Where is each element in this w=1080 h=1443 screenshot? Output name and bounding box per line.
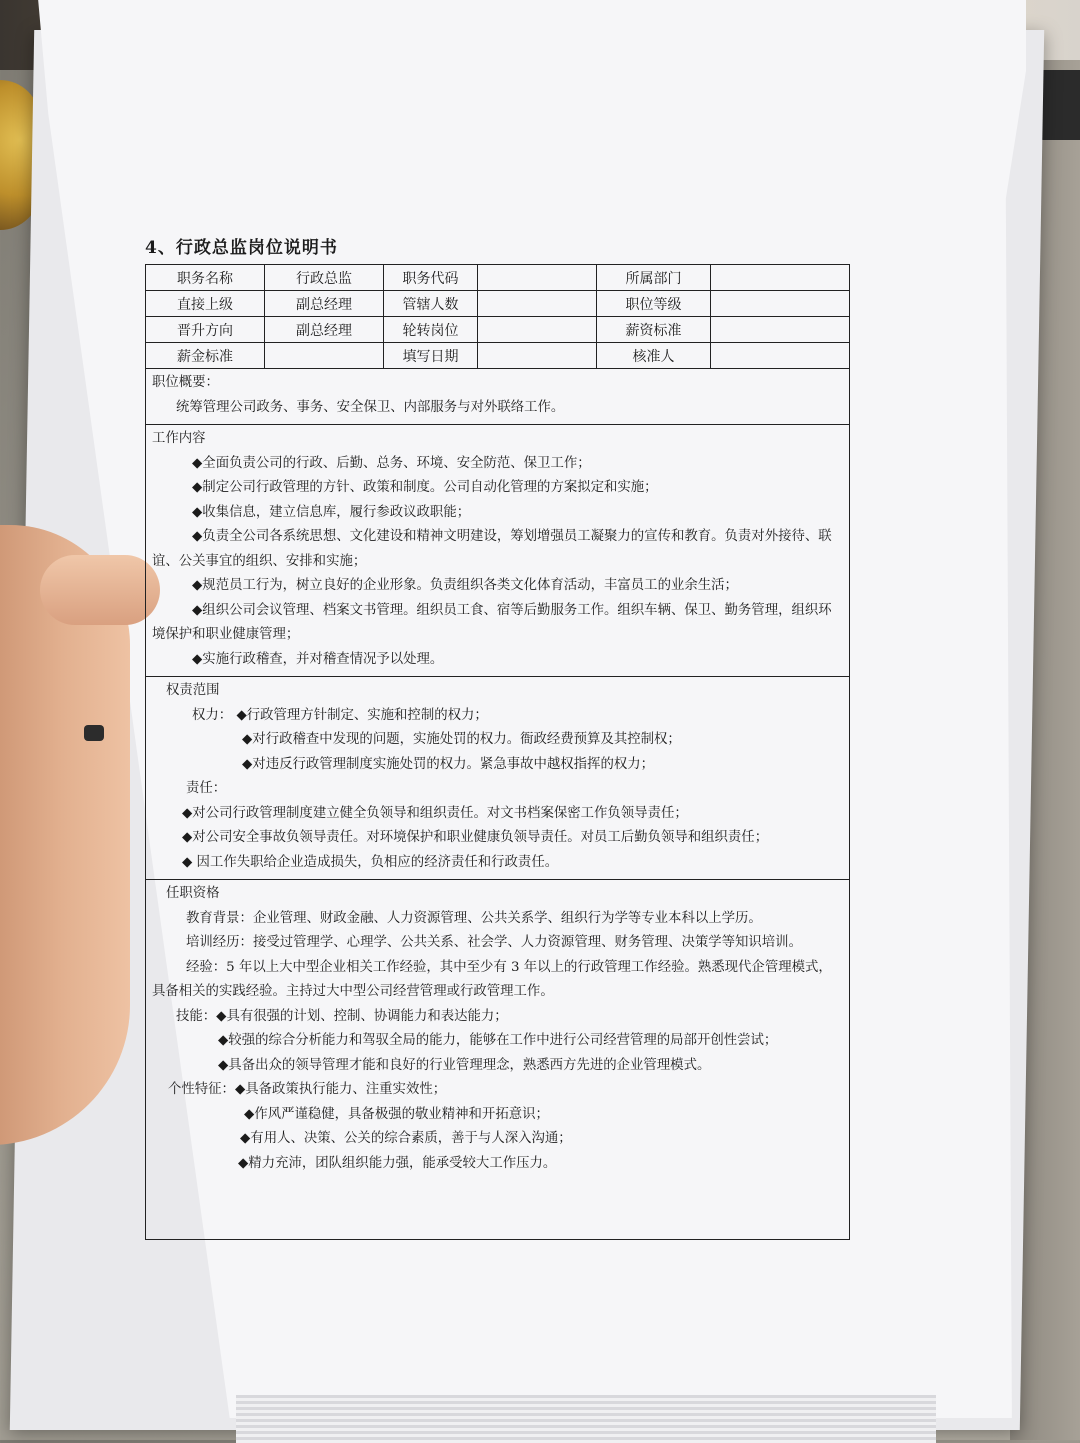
list-item: ◆具有很强的计划、控制、协调能力和表达能力；	[216, 1008, 508, 1024]
qualifications-heading: 任职资格	[166, 886, 220, 901]
paper-stack-edge	[236, 1395, 936, 1443]
thumb	[40, 555, 160, 625]
table-cell: 职务代码	[384, 265, 478, 291]
list-item: ◆精力充沛，团队组织能力强，能承受较大工作压力。	[238, 1155, 557, 1171]
table-cell	[478, 265, 597, 291]
table-cell	[711, 265, 850, 291]
list-item: ◆负责全公司各系统思想、文化建设和精神文明建设，筹划增强员工凝聚力的宣传和教育。负责对外接待、联谊、公关事宜的组织、安排和实施；	[152, 529, 832, 569]
list-item: ◆对违反行政管理制度实施处罚的权力。紧急事故中越权指挥的权力；	[242, 756, 655, 772]
list-item: ◆具备出众的领导管理才能和良好的行业管理理念，熟悉西方先进的企业管理模式。	[218, 1057, 711, 1073]
table-cell: 薪资标准	[597, 317, 711, 343]
table-cell: 副总经理	[265, 291, 384, 317]
table-cell: 直接上级	[146, 291, 265, 317]
list-item: ◆规范员工行为，树立良好的企业形象。负责组织各类文化体育活动，丰富员工的业余生活；	[192, 578, 738, 593]
table-cell: 行政总监	[265, 265, 384, 291]
table-cell	[478, 343, 597, 369]
experience-text: 经验：5 年以上大中型企业相关工作经验，其中至少有 3 年以上的行政管理工作经验。熟悉现代企管理模式，具备相关的实践经验。主持过大中型公司经营管理或行政管理工作。	[152, 959, 832, 999]
table-cell	[265, 343, 384, 369]
table-cell: 填写日期	[384, 343, 478, 369]
overview-section	[145, 369, 850, 425]
work-heading: 工作内容	[152, 431, 206, 446]
education-text: 教育背景：企业管理、财政金融、人力资源管理、公共关系学、组织行为学等专业本科以上学历。	[186, 910, 762, 926]
table-cell: 职务名称	[146, 265, 265, 291]
table-cell	[711, 317, 850, 343]
qualifications-section	[145, 880, 850, 1240]
overview-text: 统筹管理公司政务、事务、安全保卫、内部服务与对外联络工作。	[176, 399, 565, 415]
list-item: ◆实施行政稽查，并对稽查情况予以处理。	[192, 651, 444, 667]
table-row	[146, 265, 850, 291]
table-cell: 核准人	[597, 343, 711, 369]
list-item: ◆较强的综合分析能力和驾驭全局的能力，能够在工作中进行公司经营管理的局部开创性尝试；	[218, 1033, 778, 1048]
table-cell	[711, 291, 850, 317]
power-label: 权力：	[192, 707, 233, 723]
table-row	[146, 317, 850, 343]
list-item: ◆全面负责公司的行政、后勤、总务、环境、安全防范、保卫工作；	[192, 455, 591, 471]
table-cell: 管辖人数	[384, 291, 478, 317]
list-item: ◆具备政策执行能力、注重实效性；	[234, 1082, 447, 1097]
table-cell: 薪金标准	[146, 343, 265, 369]
list-item: ◆制定公司行政管理的方针、政策和制度。公司自动化管理的方案拟定和实施；	[192, 480, 658, 495]
table-row	[146, 291, 850, 317]
table-cell	[711, 343, 850, 369]
table-cell	[478, 291, 597, 317]
job-description-document	[145, 233, 865, 1240]
table-cell: 副总经理	[265, 317, 384, 343]
list-item: ◆有用人、决策、公关的综合素质，善于与人深入沟通；	[240, 1131, 572, 1146]
traits-label: 个性特征：	[168, 1082, 235, 1097]
table-cell: 轮转岗位	[384, 317, 478, 343]
list-item: ◆作风严谨稳健，具备极强的敬业精神和开拓意识；	[244, 1106, 549, 1122]
document-title: 4、行政总监岗位说明书	[145, 238, 338, 258]
list-item: ◆对公司行政管理制度建立健全负领导和组织责任。对文书档案保密工作负领导责任；	[182, 805, 688, 821]
table-cell: 晋升方向	[146, 317, 265, 343]
table-cell: 职位等级	[597, 291, 711, 317]
work-section	[145, 425, 850, 677]
list-item: ◆对行政稽查中发现的问题，实施处罚的权力。衙政经费预算及其控制权；	[242, 732, 681, 747]
skills-label: 技能：	[176, 1008, 217, 1024]
list-item: ◆组织公司会议管理、档案文书管理。组织员工食、宿等后勤服务工作。组织车辆、保卫、勤务管理，组织环境保护和职业健康管理；	[152, 602, 832, 642]
ring	[84, 725, 104, 741]
table-cell: 所属部门	[597, 265, 711, 291]
list-item: ◆ 因工作失职给企业造成损失，负相应的经济责任和行政责任。	[182, 854, 559, 870]
list-item: ◆行政管理方针制定、实施和控制的权力；	[236, 707, 488, 723]
resp-label: 责任：	[186, 781, 227, 796]
info-table	[145, 264, 850, 369]
list-item: ◆收集信息，建立信息库，履行参政议政职能；	[192, 504, 471, 520]
table-cell	[478, 317, 597, 343]
training-text: 培训经历：接受过管理学、心理学、公共关系、社会学、人力资源管理、财务管理、决策学等知识培训。	[186, 935, 802, 950]
overview-heading: 职位概要：	[152, 375, 219, 390]
table-row	[146, 343, 850, 369]
scope-section	[145, 677, 850, 880]
scope-heading: 权责范围	[166, 683, 220, 698]
list-item: ◆对公司安全事故负领导责任。对环境保护和职业健康负领导责任。对员工后勤负领导和组织责任；	[182, 830, 769, 845]
